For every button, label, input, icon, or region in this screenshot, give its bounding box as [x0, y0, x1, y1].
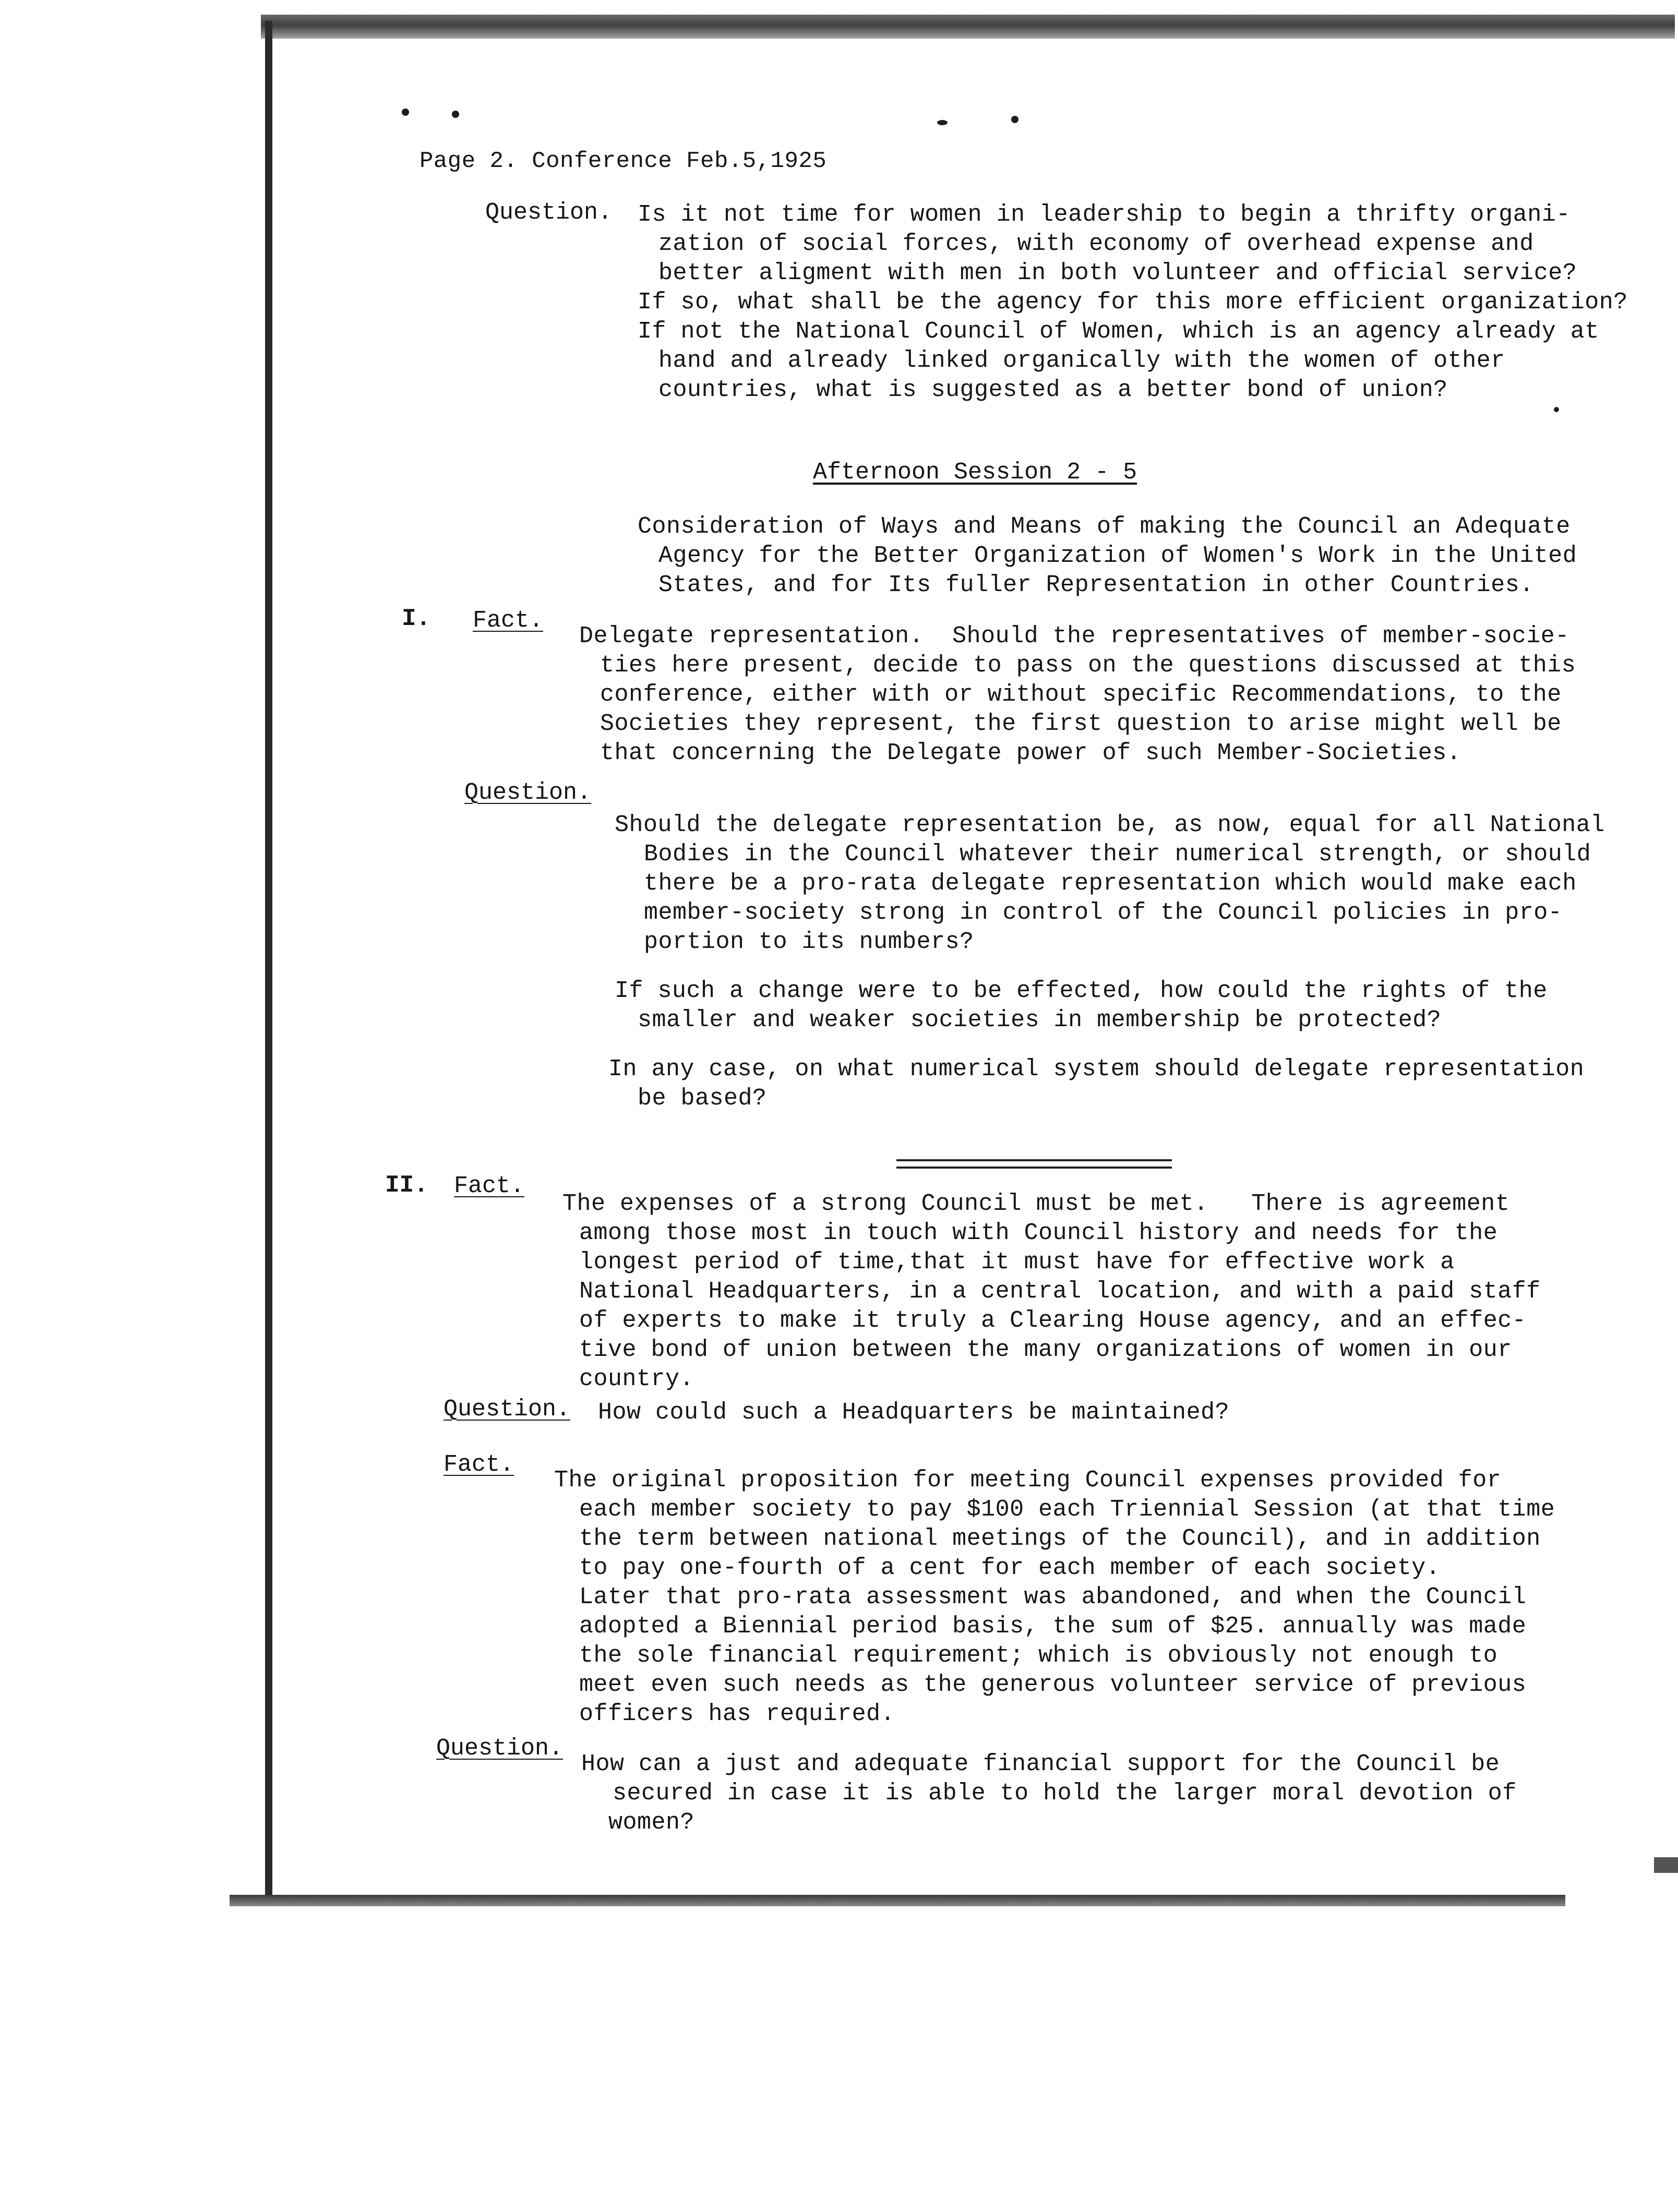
section-one-question-line: Should the delegate representation be, as now, equal for all National: [615, 812, 1605, 838]
session-intro-line: Agency for the Better Organization of Women's Work in the United: [658, 543, 1577, 569]
intro-question-line: hand and already linked organically with the women of other: [658, 347, 1505, 374]
section-two-fact2-line: each member society to pay $100 each Triennial Session (at that time: [579, 1496, 1555, 1523]
section-one-numeral: I.: [402, 605, 431, 632]
section-one-question-line: portion to its numbers?: [644, 929, 974, 955]
section-two-question2-line: How can a just and adequate financial support for the Council be: [581, 1751, 1500, 1777]
section-two-fact-line: longest period of time,that it must have for effective work a: [579, 1249, 1455, 1276]
page-header: Page 2. Conference Feb.5,1925: [420, 148, 827, 174]
section-one-fact-line: Societies they represent, the first question to arise might well be: [600, 711, 1562, 737]
section-two-fact2-line: adopted a Biennial period basis, the sum of $25. annually was made: [579, 1613, 1527, 1640]
session-intro-line: Consideration of Ways and Means of making the Council an Adequate: [638, 513, 1571, 540]
scan-edge-top: [261, 15, 1675, 39]
section-two-fact-line: tive bond of union between the many organizations of women in our: [579, 1337, 1512, 1363]
scan-edge-left: [265, 21, 272, 1899]
section-one-fact-line: Delegate representation. Should the representatives of member-socie-: [579, 623, 1569, 650]
punch-mark: [452, 111, 459, 118]
section-one-followup-line: be based?: [638, 1085, 767, 1112]
section-two-question-label: Question.: [444, 1396, 571, 1423]
section-one-fact-line: that concerning the Delegate power of such Member-Societies.: [600, 740, 1461, 766]
section-one-question-line: member-society strong in control of the Council policies in pro-: [644, 899, 1563, 926]
section-two-fact2-line: Later that pro-rata assessment was abandoned, and when the Council: [579, 1584, 1527, 1610]
section-two-fact2-line: officers has required.: [579, 1701, 895, 1727]
intro-question-line: better aligment with men in both volunteer and official service?: [658, 260, 1577, 286]
section-two-fact2-line: to pay one-fourth of a cent for each member of each society.: [579, 1555, 1441, 1581]
section-two-fact2-line: The original proposition for meeting Council expenses provided for: [554, 1467, 1502, 1494]
session-intro-line: States, and for Its fuller Representation in other Countries.: [658, 572, 1534, 598]
scan-edge-right: [1654, 1857, 1678, 1873]
section-one-followup-line: If such a change were to be effected, how could the rights of the: [615, 978, 1548, 1004]
section-two-question2-line: secured in case it is able to hold the larger moral devotion of: [613, 1780, 1517, 1807]
speck-mark: [1554, 407, 1559, 412]
intro-question-line: zation of social forces, with economy of overhead expense and: [658, 231, 1534, 257]
section-two-fact-line: of experts to make it truly a Clearing House agency, and an effec-: [579, 1307, 1527, 1334]
section-two-question-line: How could such a Headquarters be maintained?: [598, 1399, 1230, 1426]
section-two-fact-line: among those most in touch with Council history and needs for the: [579, 1220, 1498, 1246]
section-one-fact-label: Fact.: [473, 607, 544, 634]
section-two-fact2-label: Fact.: [444, 1451, 514, 1478]
session-title: Afternoon Session 2 - 5: [813, 459, 1137, 486]
section-one-followup-line: smaller and weaker societies in membership be protected?: [638, 1007, 1442, 1033]
intro-question-line: If so, what shall be the agency for this more efficient organization?: [638, 289, 1628, 316]
section-two-question2-line: women?: [608, 1809, 695, 1836]
scan-edge-bottom: [230, 1895, 1565, 1906]
section-one-fact-line: conference, either with or without specific Recommendations, to the: [600, 681, 1562, 708]
intro-question-line: countries, what is suggested as a better bond of union?: [658, 377, 1448, 403]
section-divider: [896, 1167, 1172, 1169]
intro-question-line: Is it not time for women in leadership to begin a thrifty organi-: [638, 201, 1571, 228]
section-two-fact2-line: meet even such needs as the generous volunteer service of previous: [579, 1672, 1527, 1698]
section-one-fact-line: ties here present, decide to pass on the questions discussed at this: [600, 652, 1576, 679]
section-one-question-line: Bodies in the Council whatever their numerical strength, or should: [644, 841, 1591, 868]
section-two-fact2-line: the term between national meetings of the Council), and in addition: [579, 1525, 1541, 1552]
section-two-fact-label: Fact.: [454, 1173, 525, 1199]
intro-question-line: If not the National Council of Women, which is an agency already at: [638, 318, 1599, 345]
punch-mark: [402, 109, 409, 116]
section-two-question2-label: Question.: [436, 1735, 564, 1762]
punch-mark: [1011, 116, 1018, 123]
section-divider: [896, 1159, 1172, 1161]
section-one-question-label: Question.: [464, 779, 592, 806]
section-two-numeral: II.: [385, 1172, 428, 1199]
section-one-question-line: there be a pro-rata delegate representation which would make each: [644, 870, 1577, 897]
section-two-fact-line: The expenses of a strong Council must be met. There is agreement: [562, 1191, 1510, 1217]
punch-mark: [937, 120, 948, 125]
intro-question-label: Question.: [485, 199, 613, 226]
section-two-fact2-line: the sole financial requirement; which is obviously not enough to: [579, 1642, 1498, 1669]
section-two-fact-line: National Headquarters, in a central location, and with a paid staff: [579, 1278, 1541, 1305]
section-one-followup-line: In any case, on what numerical system should delegate representation: [608, 1056, 1585, 1083]
section-two-fact-line: country.: [579, 1366, 694, 1392]
